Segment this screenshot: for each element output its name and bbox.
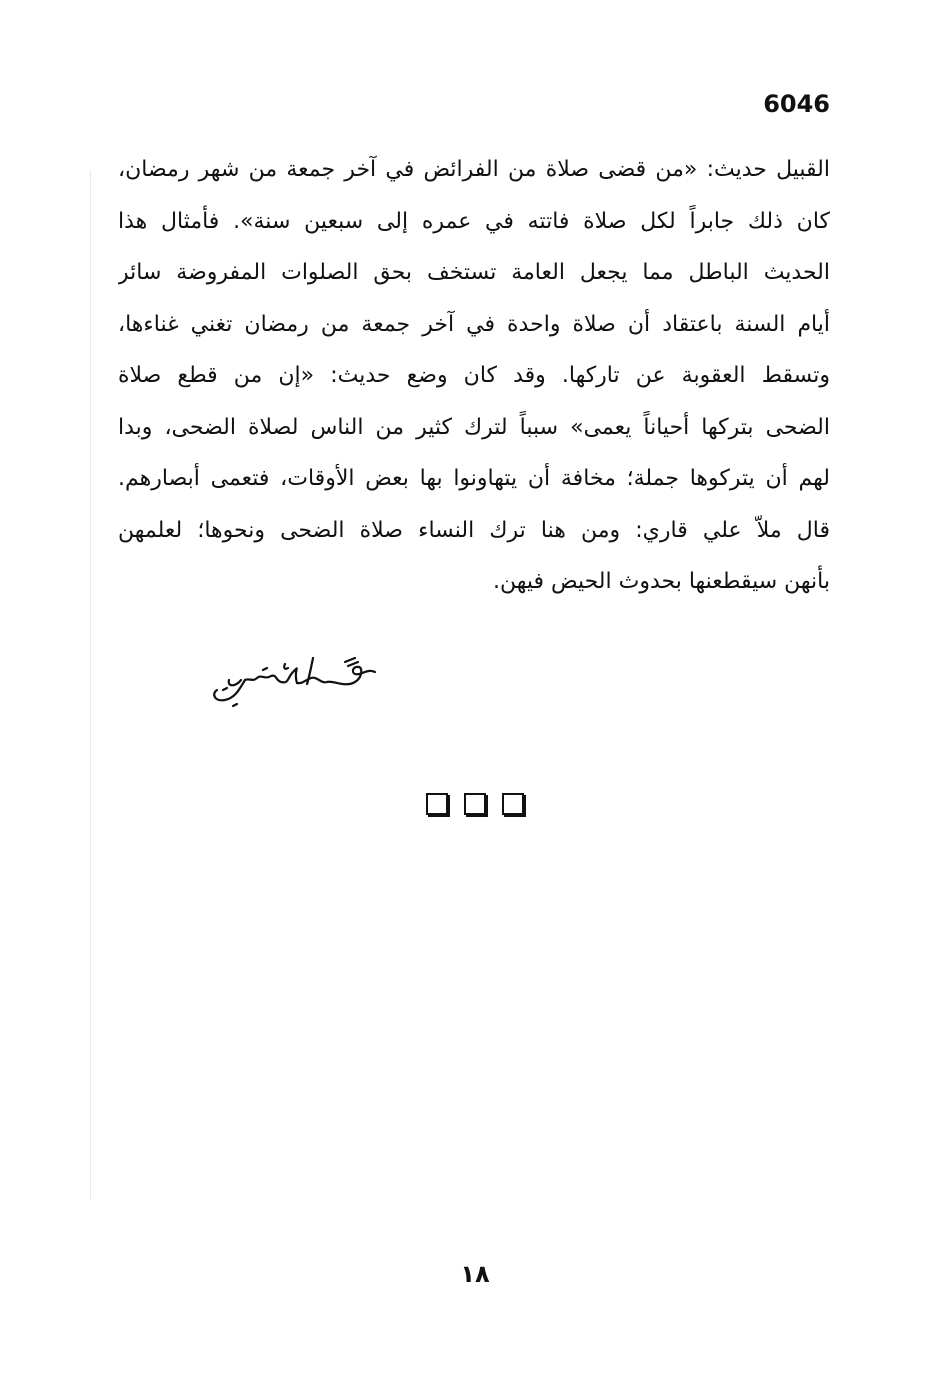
text-line: وتسقط العقوبة عن تاركها. وقد كان وضع حديث: «إن من قطع صلاة	[118, 363, 830, 388]
separator-box-icon	[464, 793, 486, 815]
separator-box-icon	[502, 793, 524, 815]
text-line: أيام السنة باعتقاد أن صلاة واحدة في آخر جمعة من رمضان تغني غناءها،	[118, 311, 830, 337]
text-line: الحديث الباطل مما يجعل العامة تستخف بحق الصلوات المفروضة سائر	[118, 260, 830, 285]
text-line: بأنهن سيقطعنها بحدوث الحيض فيهن.	[492, 569, 830, 594]
scan-margin-line	[90, 170, 91, 1200]
body-text	[118, 144, 830, 608]
handwritten-signature	[205, 650, 380, 710]
section-separator	[426, 793, 524, 815]
text-line: لهم أن يتركوها جملة؛ مخافة أن يتهاونوا بها بعض الأوقات، فتعمى أبصارهم.	[118, 466, 830, 491]
text-line: كان ذلك جابراً لكل صلاة فاتته في عمره إلى سبعين سنة». فأمثال هذا	[118, 208, 830, 234]
page-number: ١٨	[460, 1260, 490, 1288]
separator-box-icon	[426, 793, 448, 815]
text-line: قال ملاّ علي قاري: ومن هنا ترك النساء صلاة الضحى ونحوها؛ لعلمهن	[118, 517, 830, 543]
text-line: الضحى بتركها أحياناً يعمى» سبباً لترك كثير من الناس لصلاة الضحى، وبدا	[118, 414, 830, 440]
text-line: القبيل حديث: «من قضى صلاة من الفرائض في آخر جمعة من شهر رمضان،	[118, 157, 830, 182]
page-id: 6046	[763, 90, 830, 118]
